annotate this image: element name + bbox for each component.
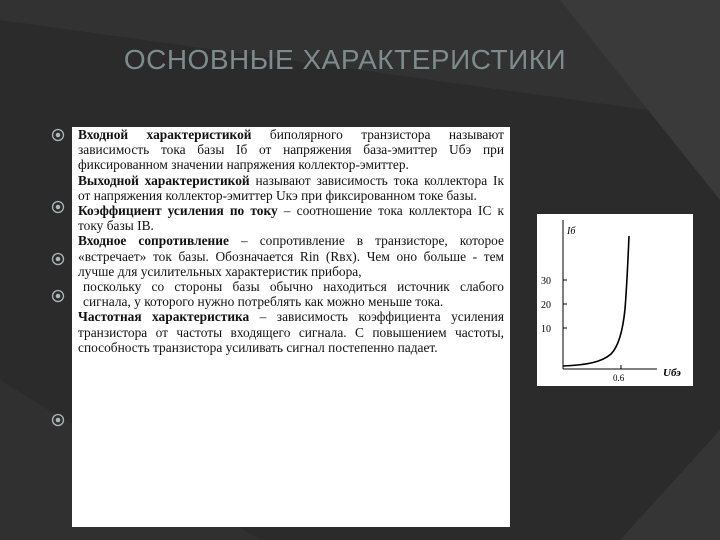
bullet-item	[78, 233, 504, 279]
y-tick-label: 30	[541, 276, 551, 287]
continuation-paragraph: поскольку со стороны базы обычно находиться источник слабого сигнала, у которого нужно потреблять как можно меньше тока.	[83, 279, 504, 310]
input-characteristic-graph	[537, 214, 693, 386]
bullet-term: Входное сопротивление	[78, 233, 229, 249]
bullet-text: – сопротивление в транзисторе, которое «встречает» ток базы. Обозначается Rin (Rвх). Чем оно больше - тем лучше для усилительных характеристик прибора,	[78, 233, 504, 279]
bullet-item	[78, 127, 504, 173]
bullet-list	[72, 127, 510, 355]
bullet-term: Входной характеристикой	[78, 127, 252, 142]
bullet-item	[78, 309, 504, 355]
bullet-text: – соотношение тока коллектора IC к току базы IB.	[78, 203, 504, 234]
content-box	[72, 127, 510, 527]
x-tick-label: 0.6	[613, 373, 625, 383]
bullet-item	[78, 173, 504, 203]
bullet-text: – зависимость коэффициента усиления транзистора от частоты входящего сигнала. С повышением частоты, способность транзистора усиливать сигнал постепенно падает.	[78, 309, 504, 355]
y-axis-label: Iб	[567, 226, 576, 237]
y-tick-label: 10	[541, 324, 551, 335]
bullet-term: Коэффициент усиления по току	[78, 203, 278, 219]
y-tick-label: 20	[541, 300, 551, 311]
bullet-item	[78, 203, 504, 233]
x-axis-label: Uбэ	[663, 367, 681, 379]
bullet-text: называют зависимость тока коллектора Iк от напряжения коллектор-эмиттер Uкэ при фиксированном токе базы.	[78, 172, 504, 203]
bullet-term: Выходной характеристикой	[78, 172, 250, 188]
slide-title: ОСНОВНЫЕ ХАРАКТЕРИСТИКИ	[123, 44, 567, 75]
bullet-term: Частотная характеристика	[78, 309, 250, 325]
bullet-text: биполярного транзистора называют зависимость тока базы Iб от напряжения база-эмиттер Uбэ при фиксированном значении напряжения коллектор-эмиттер.	[78, 127, 505, 173]
input-characteristic-curve	[563, 236, 629, 366]
